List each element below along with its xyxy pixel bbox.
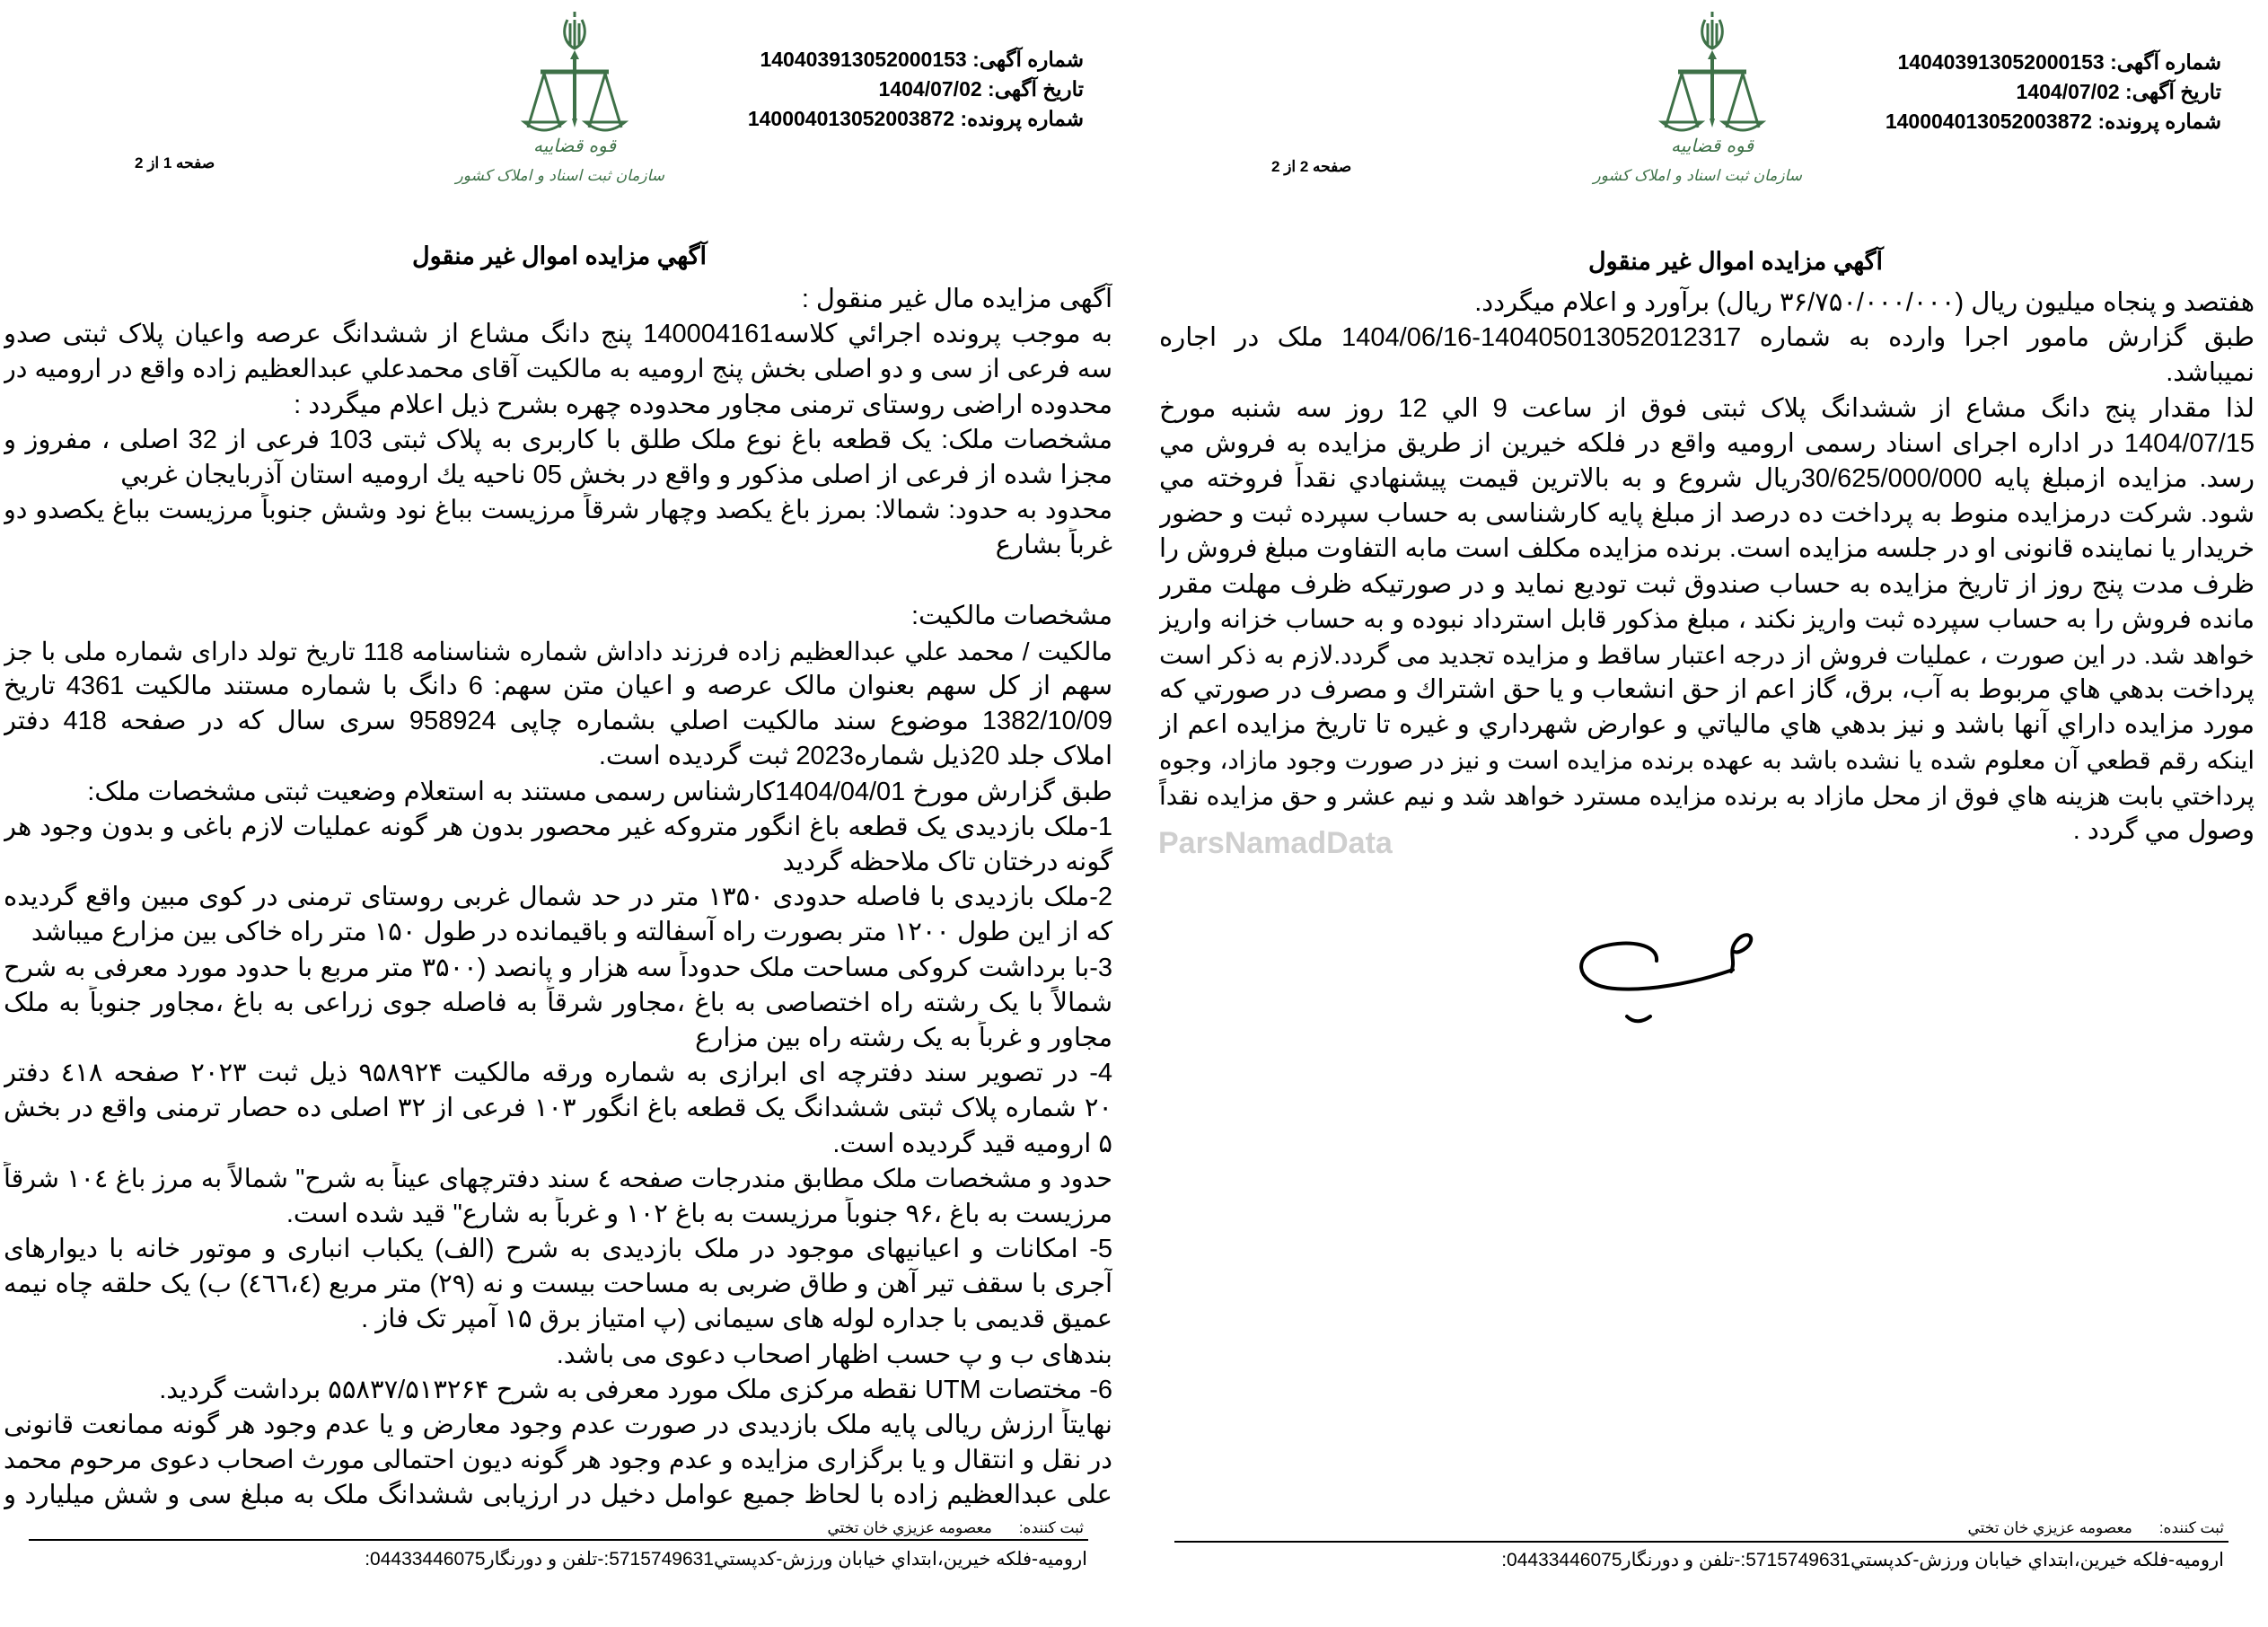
text-line: که از این طول ۱۲۰۰ متر بصورت راه آسفالته و باقیمانده در طول ۱۵۰ متر راه خاکی بین مزارع میباشد	[31, 918, 1112, 947]
registrar-label: ثبت کننده:	[2158, 1519, 2224, 1536]
registrar-line	[1940, 1519, 2224, 1537]
footer-divider	[29, 1539, 1088, 1541]
notice-date: تاریخ آگهی: 1404/07/02	[878, 77, 1084, 101]
text-line: 4- در تصویر سند دفترچه ای ابرازی به شماره ورقه مالکیت ۹۵۸۹۲۴ ذیل ثبت ۲۰۲۳ صفحه ٤١٨ دفتر	[4, 1059, 1112, 1088]
text-line: پرداختي بابت هزينه هاي فوق از محل مازاد به برنده مزايده مسترد خواهد شد و نيم عشر و حق مزايده نقداً	[1159, 781, 2255, 810]
signature	[1571, 916, 1760, 1028]
file-number: شماره پرونده: 140004013052003872	[747, 107, 1084, 130]
text-line: مجاور و غرباً به یک رشته راه بین مزارع	[695, 1023, 1112, 1052]
office-address: اروميه-فلكه خيرين،ابتداي خيابان ورزش-كدپستي5715749631:-تلفن و دورنگار04433446075:	[1501, 1550, 2224, 1570]
text-line: حدود و مشخصات ملک مطابق مندرجات صفحه ٤ سند دفترچهای عیناً به شرح" شمالاً به مرز باغ ۱۰٤ شرقاً	[4, 1164, 1112, 1193]
notice-date: تاریخ آگهی: 1404/07/02	[2016, 80, 2221, 103]
text-line: نمیباشد.	[2166, 358, 2255, 388]
text-line: اينكه رقم قطعي آن معلوم شده يا نشده باشد به عهده برنده مزايده است و نيز در صورت وجود مازاد، وجوه	[1159, 746, 2255, 775]
judiciary-logo	[455, 7, 664, 196]
registrar-name: معصومه عزيزي خان تختي	[827, 1519, 992, 1536]
notice-body	[1159, 286, 2255, 849]
text-line: عمیق قدیمی با جداره لوله های سیمانی (پ امتیاز برق ۱۵ آمپر تک فاز .	[361, 1305, 1112, 1334]
text-line: طبق گزارش مورخ 1404/04/01کارشناس رسمی مستند به استعلام وضعیت ثبتی مشخصات ملک:	[87, 777, 1112, 806]
text-line: محدوده اراضی روستای ترمنی مجاور محدوده چهره بشرح ذیل اعلام میگردد :	[294, 390, 1112, 419]
text-line: آگهی مزایده مال غیر منقول :	[801, 285, 1112, 313]
footer-divider	[1174, 1541, 2228, 1543]
notice-number: شماره آگهی: 140403913052000153	[760, 48, 1084, 71]
text-line: مشخصات مالکیت:	[911, 601, 1112, 630]
text-line: ظرف مدت پنج روز از تاریخ مزایده به حساب صندوق ثبت تودیع نماید و در صورتیکه ظرف مهلت مقرر	[1159, 569, 2255, 599]
notice-header	[748, 45, 1084, 134]
text-line: ۲۰ شماره پلاک ثبتی ششدانگ یک قطعه باغ انگور ۱۰۳ فرعی از ۳۲ اصلی ده حصار ترمنی واقع در بخش	[4, 1094, 1112, 1123]
text-line: املاک جلد 20ذیل شماره2023 ثبت گردیده است.	[598, 742, 1112, 771]
text-line: 3-با برداشت کروکی مساحت ملک حدوداً سه هزار و پانصد (۳۵۰۰ متر مربع با حدود مورد معرفی به شرح	[4, 953, 1112, 982]
text-line: مجزا شده از فرعی از اصلی مذکور و واقع در بخش 05 ناحيه يك ارومیه استان آذربايجان غربي	[120, 460, 1112, 489]
scales-of-justice-icon	[1622, 7, 1802, 137]
watermark: ParsNamadData	[1158, 826, 1393, 860]
text-line: به موجب پرونده اجرائي كلاسه140004161 پنج دانگ مشاع از ششدانگ عرصه واعیان پلاک ثبتی صدو	[4, 320, 1112, 349]
notice-body	[4, 282, 1112, 1514]
text-line: 1382/10/09 موضوع سند مالکیت اصلي بشماره چاپی 958924 سری سال که در صفحه 418 دفتر	[4, 707, 1112, 736]
text-line: در نقل و انتقال و یا برگزاری مزایده و عدم وجود هر گونه دیون احتمالی مورث اصحاب دعوی مرحوم محمد	[4, 1446, 1112, 1475]
notice-title: آگهي مزايده اموال غير منقول	[1587, 248, 1884, 275]
text-line: سه فرعی از سی و دو اصلی بخش پنج ارومیه به مالکیت آقای محمدعلي عبدالعظيم زاده واقع در ارومیه در	[4, 355, 1112, 384]
text-line: بندهای ب و پ حسب اظهار اصحاب دعوی می باشد.	[556, 1340, 1112, 1369]
text-line: وصول مي گردد .	[2072, 815, 2255, 845]
text-line: رسد. مزایده ازمبلغ پایه 30/625/000/000ریال شروع و به بالاترین قیمت پیشنهادي نقداً فروخته مي	[1159, 463, 2255, 493]
text-line: 1404/07/15 در اداره اجرای اسناد رسمی ارومیه واقع در فلکه خیرین از طریق مزایده به فروش مي	[1159, 428, 2255, 458]
text-line: 6- مختصات UTM نقطه مرکزی ملک مورد معرفی به شرح ۵۵۸۳۷/۵۱۳۲۶۴ برداشت گردید.	[159, 1375, 1112, 1404]
text-line: مورد مزايده داراي آنها باشد و نیز بدهي هاي مالياتي و عوارض شهرداري و غيره تا تاريخ مزايده اعم از	[1159, 710, 2255, 740]
text-line: پرداخت بدهي هاي مربوط به آب، برق، گاز اعم از حق انشعاب و یا حق اشتراك و مصرف در صورتي كه	[1159, 675, 2255, 705]
text-line: مانده فروش را به حساب سپرده ثبت واریز نکند ، مبلغ مذکور قابل استرداد نبوده و به حساب خزانه واریز	[1159, 604, 2255, 634]
text-line: شمالاً با یک رشته راه اختصاصی به باغ ،مجاور شرقاً به فاصله جوی زراعی به باغ ،مجاور جنوباً به ملک	[4, 988, 1112, 1017]
notice-title: آگهي مزايده اموال غير منقول	[411, 242, 708, 269]
page-number-label: صفحه 1 از 2	[135, 154, 215, 171]
text-line: هفتصد و پنجاه میلیون ریال (۳۶/۷۵۰/۰۰۰/۰۰۰ ریال) برآورد و اعلام میگردد.	[1474, 288, 2255, 317]
logo-caption-registration: سازمان ثبت اسناد و املاک کشور	[455, 167, 664, 185]
text-line: 1-ملک بازدیدی یک قطعه باغ انگور متروکه غیر محصور بدون هر گونه عملیات لازم باغی و بدون وجود هر	[4, 812, 1112, 841]
registrar-label: ثبت کننده:	[1018, 1519, 1084, 1536]
judiciary-logo	[1593, 7, 1802, 196]
text-line: 2-ملک بازدیدی با فاصله حدودی ۱۳۵۰ متر در حد شمال غربی روستای ترمنی در کوی مبین واقع گردیده	[4, 883, 1112, 912]
notice-number: شماره آگهی: 140403913052000153	[1897, 50, 2221, 74]
registrar-name: معصومه عزيزي خان تختي	[1967, 1519, 2132, 1536]
scales-of-justice-icon	[485, 7, 664, 137]
text-line: خواهد شد. در این صورت ، عملیات فروش از درجه اعتبار ساقط و مزایده تجدید می گردد.لازم به ذکر است	[1159, 640, 2255, 669]
text-line: مالکیت / محمد علي عبدالعظيم زاده فرزند داداش شماره شناسنامه 118 تاریخ تولد دارای شماره ملی با جز	[4, 637, 1112, 665]
text-line: نهایتاً ارزش ریالی پایه ملک بازدیدی در صورت عدم وجود معارض و یا عدم وجود هر گونه ممانعت قانونی	[4, 1411, 1112, 1439]
text-line: خریدار یا نماینده قانونی او در جلسه مزایده است. برنده مزایده مکلف است مابه التفاوت مبلغ فروش را	[1159, 534, 2255, 564]
text-line: غرباً بشارع	[995, 531, 1112, 560]
notice-page-2	[1134, 0, 2268, 1627]
logo-caption-judiciary: قوه قضاییه	[532, 135, 617, 156]
text-line: شود. شرکت درمزایده منوط به پرداخت ده درصد از مبلغ پایه کارشناسی به حساب سپرده ثبت و حضور	[1159, 499, 2255, 529]
registrar-line	[800, 1519, 1084, 1537]
text-line: علی عبدالعظیم زاده با لحاظ جمیع عوامل دخیل در ارزیابی ششدانگ ملک به مبلغ سی و شش میلیارد و	[4, 1481, 1112, 1510]
text-line: محدود به حدود: شمالا: بمرز باغ یکصد وچهار شرقاً مرزیست بباغ نود وشش جنوباً مرزیست بباغ یکصدو دو	[4, 496, 1112, 525]
text-line: سهم از کل سهم بعنوان مالک عرصه و اعیان متن سهم: 6 دانگ با شماره مستند مالکیت 4361 تاریخ	[4, 672, 1112, 701]
text-line: گونه درختان تاک ملاحظه گردید	[782, 848, 1112, 876]
text-line: 5- امکانات و اعیانیهای موجود در ملک بازدیدی به شرح (الف) یکباب انباری و موتور خانه با دیوارهای	[4, 1235, 1112, 1264]
text-line: مشخصات ملک: یک قطعه باغ نوع ملک طلق با کاربری به پلاک ثبتی 103 فرعی از 32 اصلی ، مفروز و	[4, 425, 1112, 454]
notice-header	[1886, 48, 2221, 136]
text-line: مرزیست به باغ ،۹۶ جنوباً مرزیست به باغ ۱۰۲ و غرباً به شارع" قید شده است.	[286, 1199, 1112, 1228]
logo-caption-registration: سازمان ثبت اسناد و املاک کشور	[1593, 167, 1802, 185]
office-address: اروميه-فلكه خيرين،ابتداي خيابان ورزش-كدپستي5715749631:-تلفن و دورنگار04433446075:	[365, 1549, 1087, 1570]
text-line: ۵ ارومیه قید گردیده است.	[832, 1129, 1112, 1158]
file-number: شماره پرونده: 140004013052003872	[1885, 110, 2221, 133]
blank-line	[4, 564, 1112, 599]
text-line: آجری با سقف تیر آهن و طاق ضربی به مساحت بیست و نه (۲۹) متر مربع (٤٦٦،٤) ب) یک حلقه چاه نیمه	[4, 1270, 1112, 1299]
page-number-label: صفحه 2 از 2	[1271, 158, 1352, 175]
logo-caption-judiciary: قوه قضاییه	[1670, 135, 1754, 156]
text-line: لذا مقدار پنج دانگ مشاع از ششدانگ پلاک ثبتی فوق از ساعت 9 الي 12 روز سه شنبه مورخ	[1159, 393, 2255, 423]
text-line: طبق گزارش مامور اجرا وارده به شماره 140405013052012317-1404/06/16 ملک در اجاره	[1159, 323, 2255, 353]
